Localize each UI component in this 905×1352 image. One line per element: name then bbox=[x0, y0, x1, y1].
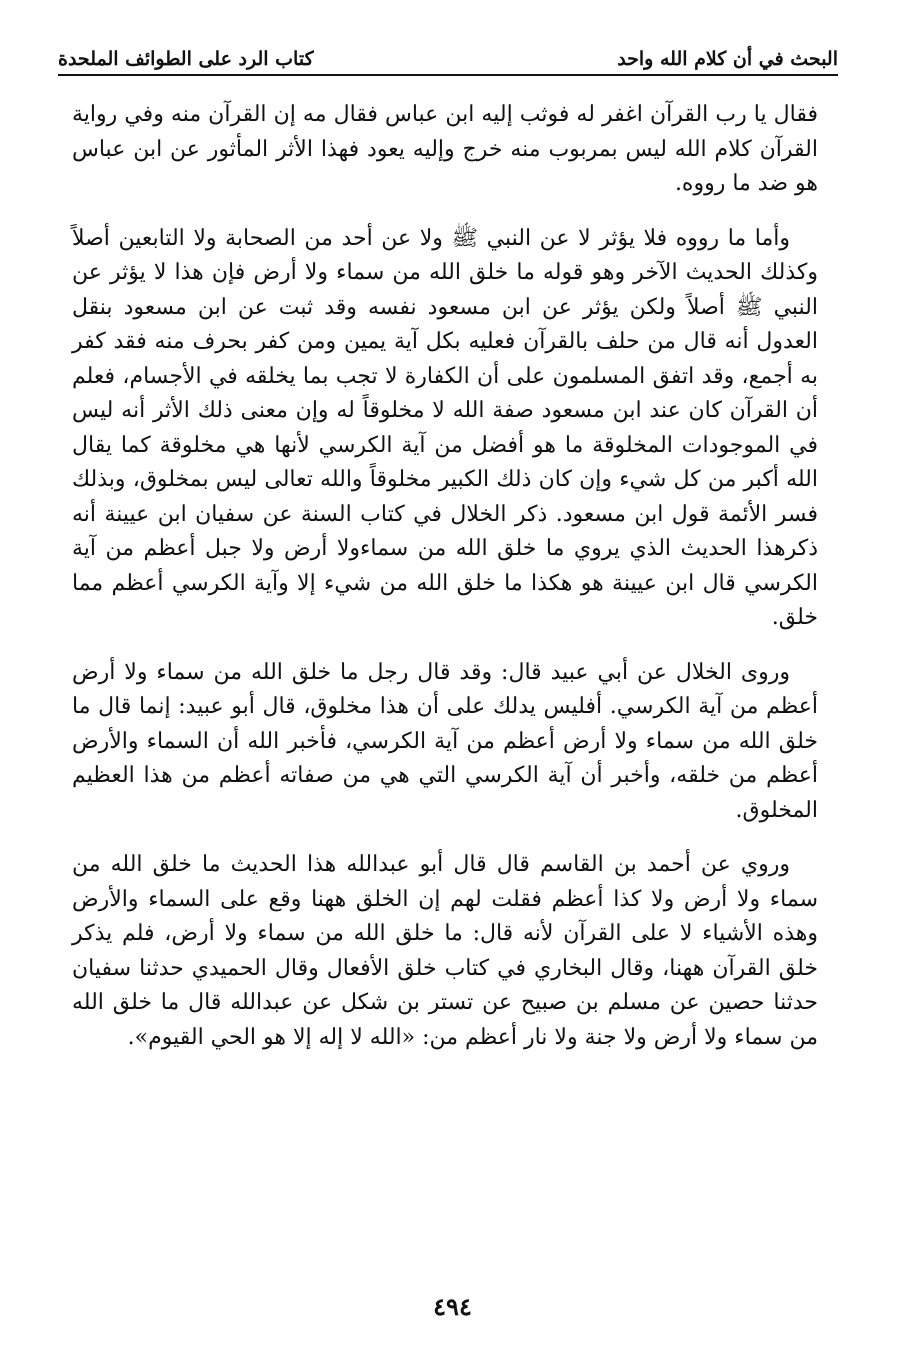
chapter-title: البحث في أن كلام الله واحد bbox=[617, 48, 838, 70]
header-rule bbox=[58, 74, 838, 76]
running-header bbox=[58, 34, 838, 70]
paragraph: وروي عن أحمد بن القاسم قال قال أبو عبدالله هذا الحديث ما خلق الله من سماء ولا أرض ولا كذا أعظم فقلت لهم إن الخلق ههنا وقع على السماء والأرض وهذه الأشياء لا على القرآن لأنه قال: ما خلق الله من سماء ولا أرض، فلم يذكر خلق القرآن ههنا، وقال البخاري في كتاب خلق الأفعال وقال الحميدي حدثنا سفيان حدثنا حصين عن مسلم بن صبيح عن تستر بن شكل عن عبدالله قال ما خلق الله من سماء ولا أرض ولا جنة ولا نار أعظم من: «الله لا إله إلا هو الحي القيوم». bbox=[72, 852, 818, 1050]
page-number: ٤٩٤ bbox=[433, 1292, 472, 1321]
main-text bbox=[72, 98, 818, 1075]
paragraph: وروى الخلال عن أبي عبيد قال: وقد قال رجل ما خلق الله من سماء ولا أرض أعظم من آية الكرسي. أفليس يدلك على أن هذا مخلوق، قال أبو عبيد: إنما قال ما خلق الله من سماء ولا أرض أعظم من آية الكرسي، فأخبر الله أن السماء والأرض أعظم من خلقه، وأخبر أن آية الكرسي التي هي من صفاته أعظم من هذا العظيم المخلوق. bbox=[72, 659, 818, 823]
book-title: كتاب الرد على الطوائف الملحدة bbox=[58, 48, 314, 70]
paragraph: وأما ما رووه فلا يؤثر لا عن النبي ﷺ ولا عن أحد من الصحابة ولا التابعين أصلاً وكذلك الحديث الآخر وهو قوله ما خلق الله من سماء ولا أرض فإن هذا لا يؤثر عن النبي ﷺ أصلاً ولكن يؤثر عن ابن مسعود نفسه وقد ثبت عن ابن مسعود بنقل العدول أنه قال من حلف بالقرآن فعليه بكل آية يمين ومن كفر بحرف منه فقد كفر به أجمع، وقد اتفق المسلمون على أن الكفارة لا تجب بما يخلقه في الأجسام، فعلم أن القرآن كان عند ابن مسعود صفة الله لا مخلوقاً له وإن معنى ذلك الأثر أنه ليس في الموجودات المخلوقة ما هو أفضل من آية الكرسي لأنها هي مخلوقة كما يقال الله أكبر من كل شيء وإن كان ذلك الكبير مخلوقاً والله تعالى ليس بمخلوق، وبذلك فسر الأئمة قول ابن مسعود. ذكر الخلال في كتاب السنة عن سفيان ابن عيينة أنه ذكرهذا الحديث الذي يروي ما خلق الله من سماءولا أرض ولا جبل أعظم من آية الكرسي قال ابن عيينة هو هكذا ما خلق الله من شيء إلا وآية الكرسي أعظم مما خلق. bbox=[72, 225, 818, 630]
paragraph: فقال يا رب القرآن اغفر له فوثب إليه ابن عباس فقال مه إن القرآن منه وفي رواية القرآن كلام الله ليس بمربوب منه خرج وإليه يعود فهذا الأثر المأثور عن ابن عباس هو ضد ما رووه. bbox=[72, 102, 818, 196]
